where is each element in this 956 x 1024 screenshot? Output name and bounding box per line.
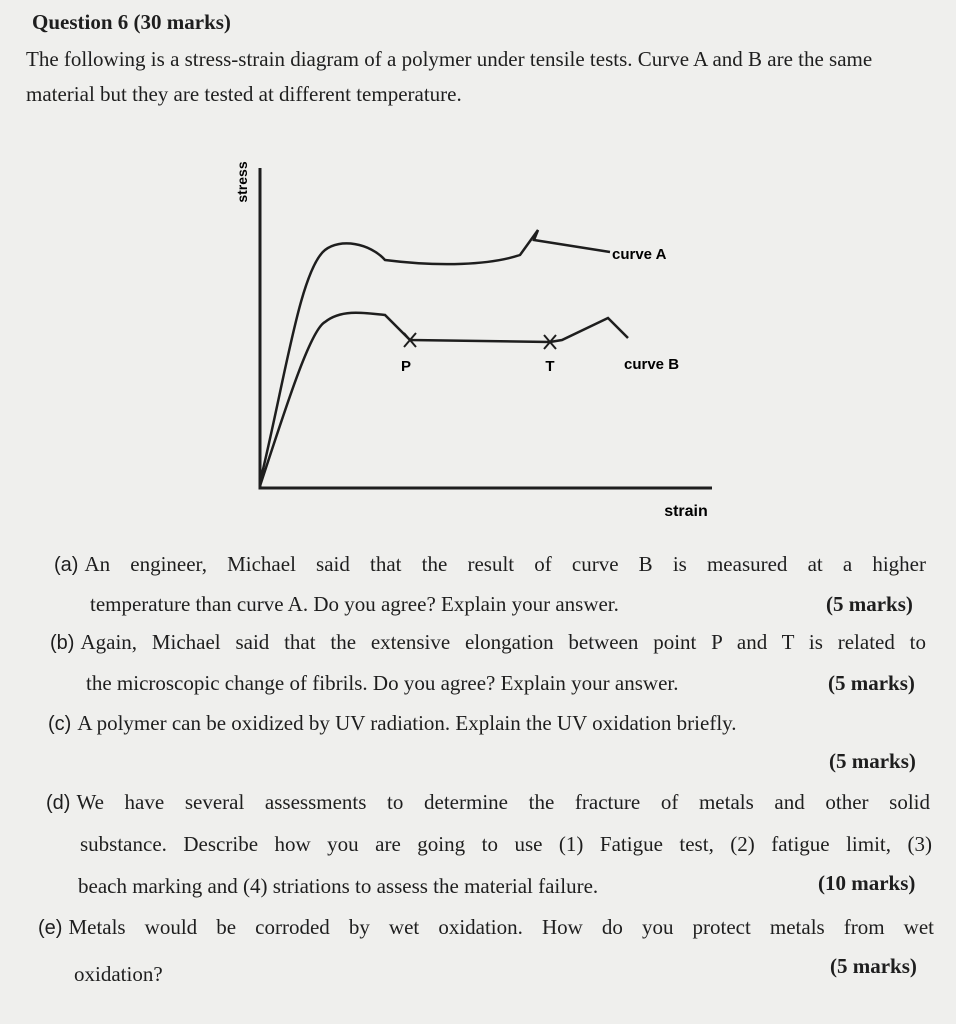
y-axis-label: stress — [234, 161, 250, 203]
part-b-line-1: Again, Michael said that the extensive elongation between point P and T is related to — [80, 630, 926, 654]
question-part-b — [50, 630, 926, 655]
point-t-label: T — [545, 358, 555, 375]
stress-strain-diagram — [200, 130, 740, 530]
part-d-line-1: We have several assessments to determine the fracture of metals and other solid — [76, 790, 930, 814]
part-b-line-2: the microscopic change of fibrils. Do you agree? Explain your answer. — [86, 671, 679, 695]
question-part-c — [48, 711, 737, 736]
x-axis-label: strain — [664, 503, 708, 520]
part-d-marks: (10 marks) — [818, 871, 916, 895]
part-d-line-3: beach marking and (4) striations to assess the material failure. — [78, 874, 599, 898]
question-part-a — [54, 552, 926, 577]
part-a-label: (a) — [54, 554, 79, 576]
curve-b — [260, 313, 628, 486]
curve-a-label: curve A — [612, 246, 667, 263]
part-e-marks: (5 marks) — [830, 954, 917, 978]
part-d-label: (d) — [46, 792, 71, 814]
axes — [260, 168, 712, 488]
part-c-label: (c) — [48, 713, 72, 735]
curve-a — [260, 230, 610, 482]
question-intro: The following is a stress-strain diagram of a polymer under tensile tests. Curve A and B are the same material but they are tested at different temperature. — [26, 47, 873, 106]
question-part-e — [38, 915, 934, 940]
part-d-line-2: substance. Describe how you are going to use (1) Fatigue test, (2) fatigue limit, (3) — [80, 832, 932, 856]
curve-b-label: curve B — [624, 356, 680, 373]
question-part-d — [46, 790, 930, 815]
point-p-label: P — [400, 358, 412, 375]
question-part-d-line-2-wrap — [80, 832, 932, 857]
part-e-label: (e) — [38, 917, 63, 939]
question-heading: Question 6 (30 marks) — [32, 10, 231, 34]
part-c-marks: (5 marks) — [829, 749, 916, 773]
part-b-marks: (5 marks) — [828, 671, 915, 695]
part-a-line-2: temperature than curve A. Do you agree? Explain your answer. — [90, 592, 619, 616]
part-c-line-1: A polymer can be oxidized by UV radiation. Explain the UV oxidation briefly. — [77, 711, 737, 735]
part-e-line-1: Metals would be corroded by wet oxidation. How do you protect metals from wet — [68, 915, 934, 939]
part-a-line-1: An engineer, Michael said that the result of curve B is measured at a higher — [84, 552, 926, 576]
part-e-line-2: oxidation? — [74, 962, 163, 986]
part-b-label: (b) — [50, 632, 75, 654]
part-a-marks: (5 marks) — [826, 592, 913, 616]
